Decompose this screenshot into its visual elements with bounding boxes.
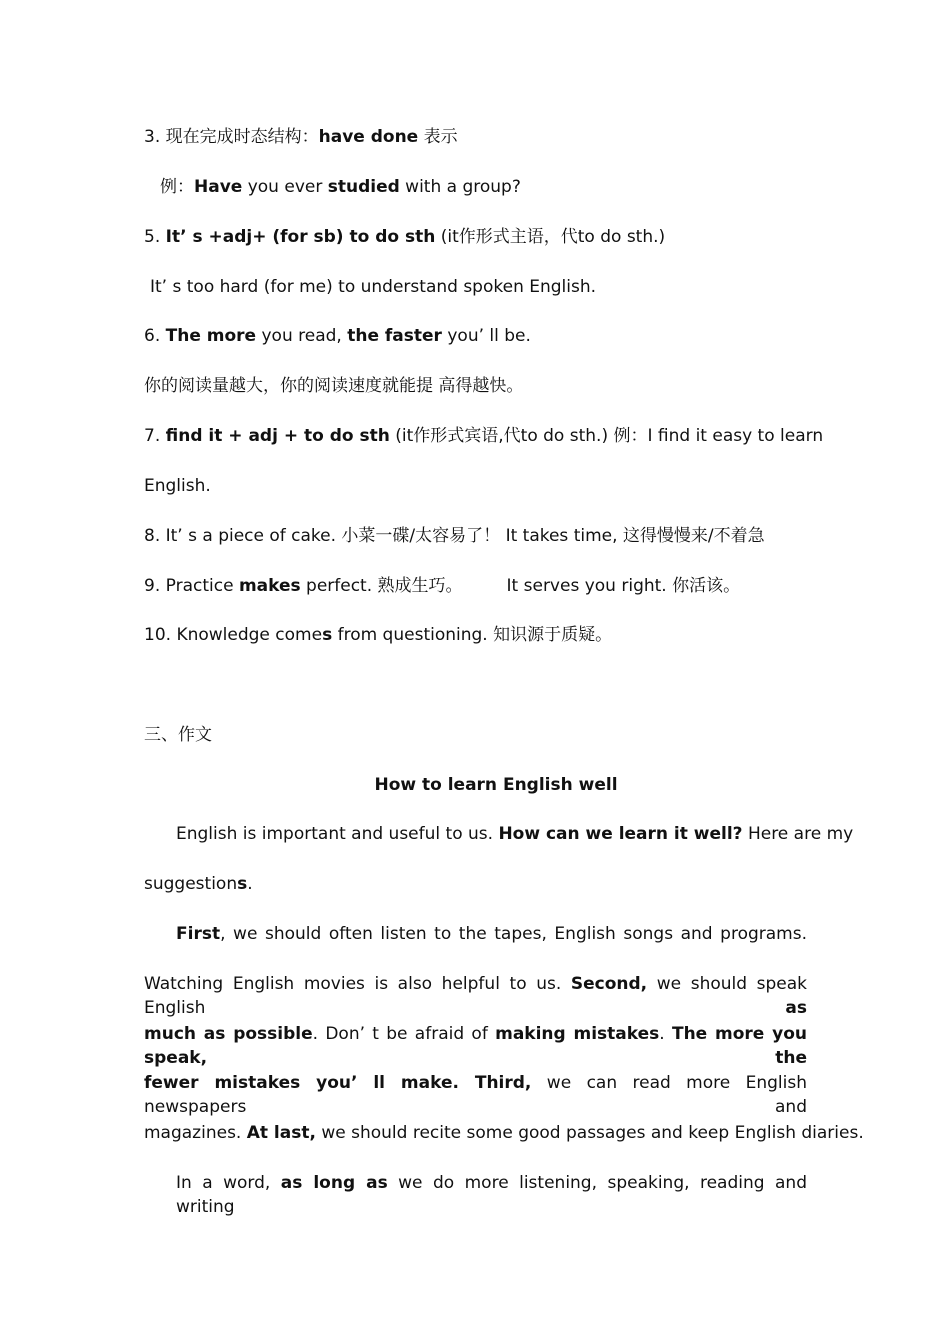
bold-text: How can we learn it well?: [498, 824, 743, 844]
bold-text: makes: [238, 576, 301, 596]
section-heading: [144, 723, 807, 747]
grammar-line-9: [144, 574, 807, 598]
text: 8. It’ s a piece of cake. 小菜一碟/太容易了！ It takes time, 这得慢慢来/不着急: [144, 526, 765, 546]
grammar-line-3: [144, 125, 807, 149]
grammar-line-7: [144, 424, 824, 448]
text: 5.: [144, 227, 166, 247]
bold-text: as: [785, 998, 807, 1018]
text: .: [247, 874, 253, 894]
text: we should speak English: [144, 974, 808, 1018]
bold-text: First: [176, 924, 221, 944]
text: you read,: [256, 326, 348, 346]
text: you ever: [242, 177, 328, 197]
text: 10. Knowledge come: [144, 625, 323, 645]
text: (it作形式主语，代to do sth.): [435, 227, 666, 247]
essay-title: [144, 773, 848, 797]
text: 3. 现在完成时态结构：: [144, 127, 319, 147]
text: perfect. 熟成生巧。: [300, 576, 463, 596]
bold-text: s: [237, 874, 248, 894]
bold-text: s: [322, 625, 333, 645]
text: English.: [144, 476, 211, 496]
text: magazines.: [144, 1123, 247, 1143]
bold-text: much as possible: [144, 1024, 313, 1044]
text: suggestion: [144, 874, 238, 894]
text: . Don’ t be afraid of: [312, 1024, 496, 1044]
grammar-line-5: [144, 225, 807, 249]
essay-paragraph-2-line-4: [144, 1071, 807, 1119]
bold-text: The more you speak, the: [144, 1024, 807, 1068]
text: we can read more English newspapers and: [144, 1073, 807, 1117]
bold-text: making mistakes: [495, 1024, 660, 1044]
translation-line-6: [144, 374, 807, 398]
text: 例：: [160, 177, 194, 197]
bold-text: as long as: [280, 1173, 388, 1193]
text: 你的阅读量越大，你的阅读速度就能提 高得越快。: [144, 376, 524, 396]
bold-text: How to learn English well: [374, 775, 618, 795]
text: English is important and useful to us.: [176, 824, 499, 844]
text: you’ ll be.: [441, 326, 531, 346]
text: (it作形式宾语,代to do sth.) 例：I find it easy to learn: [389, 426, 824, 446]
bold-text: fewer mistakes you’ ll make. Third,: [144, 1073, 532, 1093]
text: In a word,: [176, 1173, 281, 1193]
essay-paragraph-2-line-2: [144, 972, 807, 1020]
bold-text: have done: [318, 127, 419, 147]
bold-text: Second,: [570, 974, 648, 994]
text: 三、作文: [144, 725, 212, 745]
text: It serves you right. 你活该。: [506, 576, 741, 596]
text: with a group?: [399, 177, 521, 197]
grammar-line-6: [144, 324, 807, 348]
bold-text: the faster: [347, 326, 442, 346]
text: from questioning. 知识源于质疑。: [332, 625, 613, 645]
text: Watching English movies is also helpful to us.: [144, 974, 571, 994]
text: we do more listening, speaking, reading and writing: [176, 1173, 807, 1217]
text: .: [659, 1024, 672, 1044]
text: 7.: [144, 426, 166, 446]
bold-text: At last,: [246, 1123, 316, 1143]
text: we should recite some good passages and keep English diaries.: [315, 1123, 864, 1143]
grammar-example-5: [150, 275, 813, 299]
grammar-line-8: [144, 524, 807, 548]
text: Here are my: [742, 824, 854, 844]
bold-text: find it + adj + to do sth: [165, 426, 390, 446]
text: 6.: [144, 326, 166, 346]
example-line: [160, 175, 823, 199]
essay-paragraph-2-line-5: [144, 1121, 864, 1145]
text: 9. Practice: [144, 576, 239, 596]
bold-text: Have: [194, 177, 243, 197]
essay-paragraph-2-line-1: [176, 922, 807, 946]
text: 表示: [418, 127, 458, 147]
grammar-line-10: [144, 623, 807, 647]
grammar-line-7-continued: [144, 474, 807, 498]
essay-paragraph-3-line-1: [176, 1171, 807, 1219]
essay-paragraph-1-line-2: [144, 872, 807, 896]
essay-paragraph-1-line-1: [176, 822, 854, 846]
text: It’ s too hard (for me) to understand spoken English.: [150, 277, 597, 297]
text: , we should often listen to the tapes, English songs and programs.: [220, 924, 807, 944]
bold-text: It’ s +adj+ (for sb) to do sth: [165, 227, 436, 247]
essay-paragraph-2-line-3: [144, 1022, 807, 1070]
bold-text: The more: [165, 326, 257, 346]
bold-text: studied: [327, 177, 400, 197]
